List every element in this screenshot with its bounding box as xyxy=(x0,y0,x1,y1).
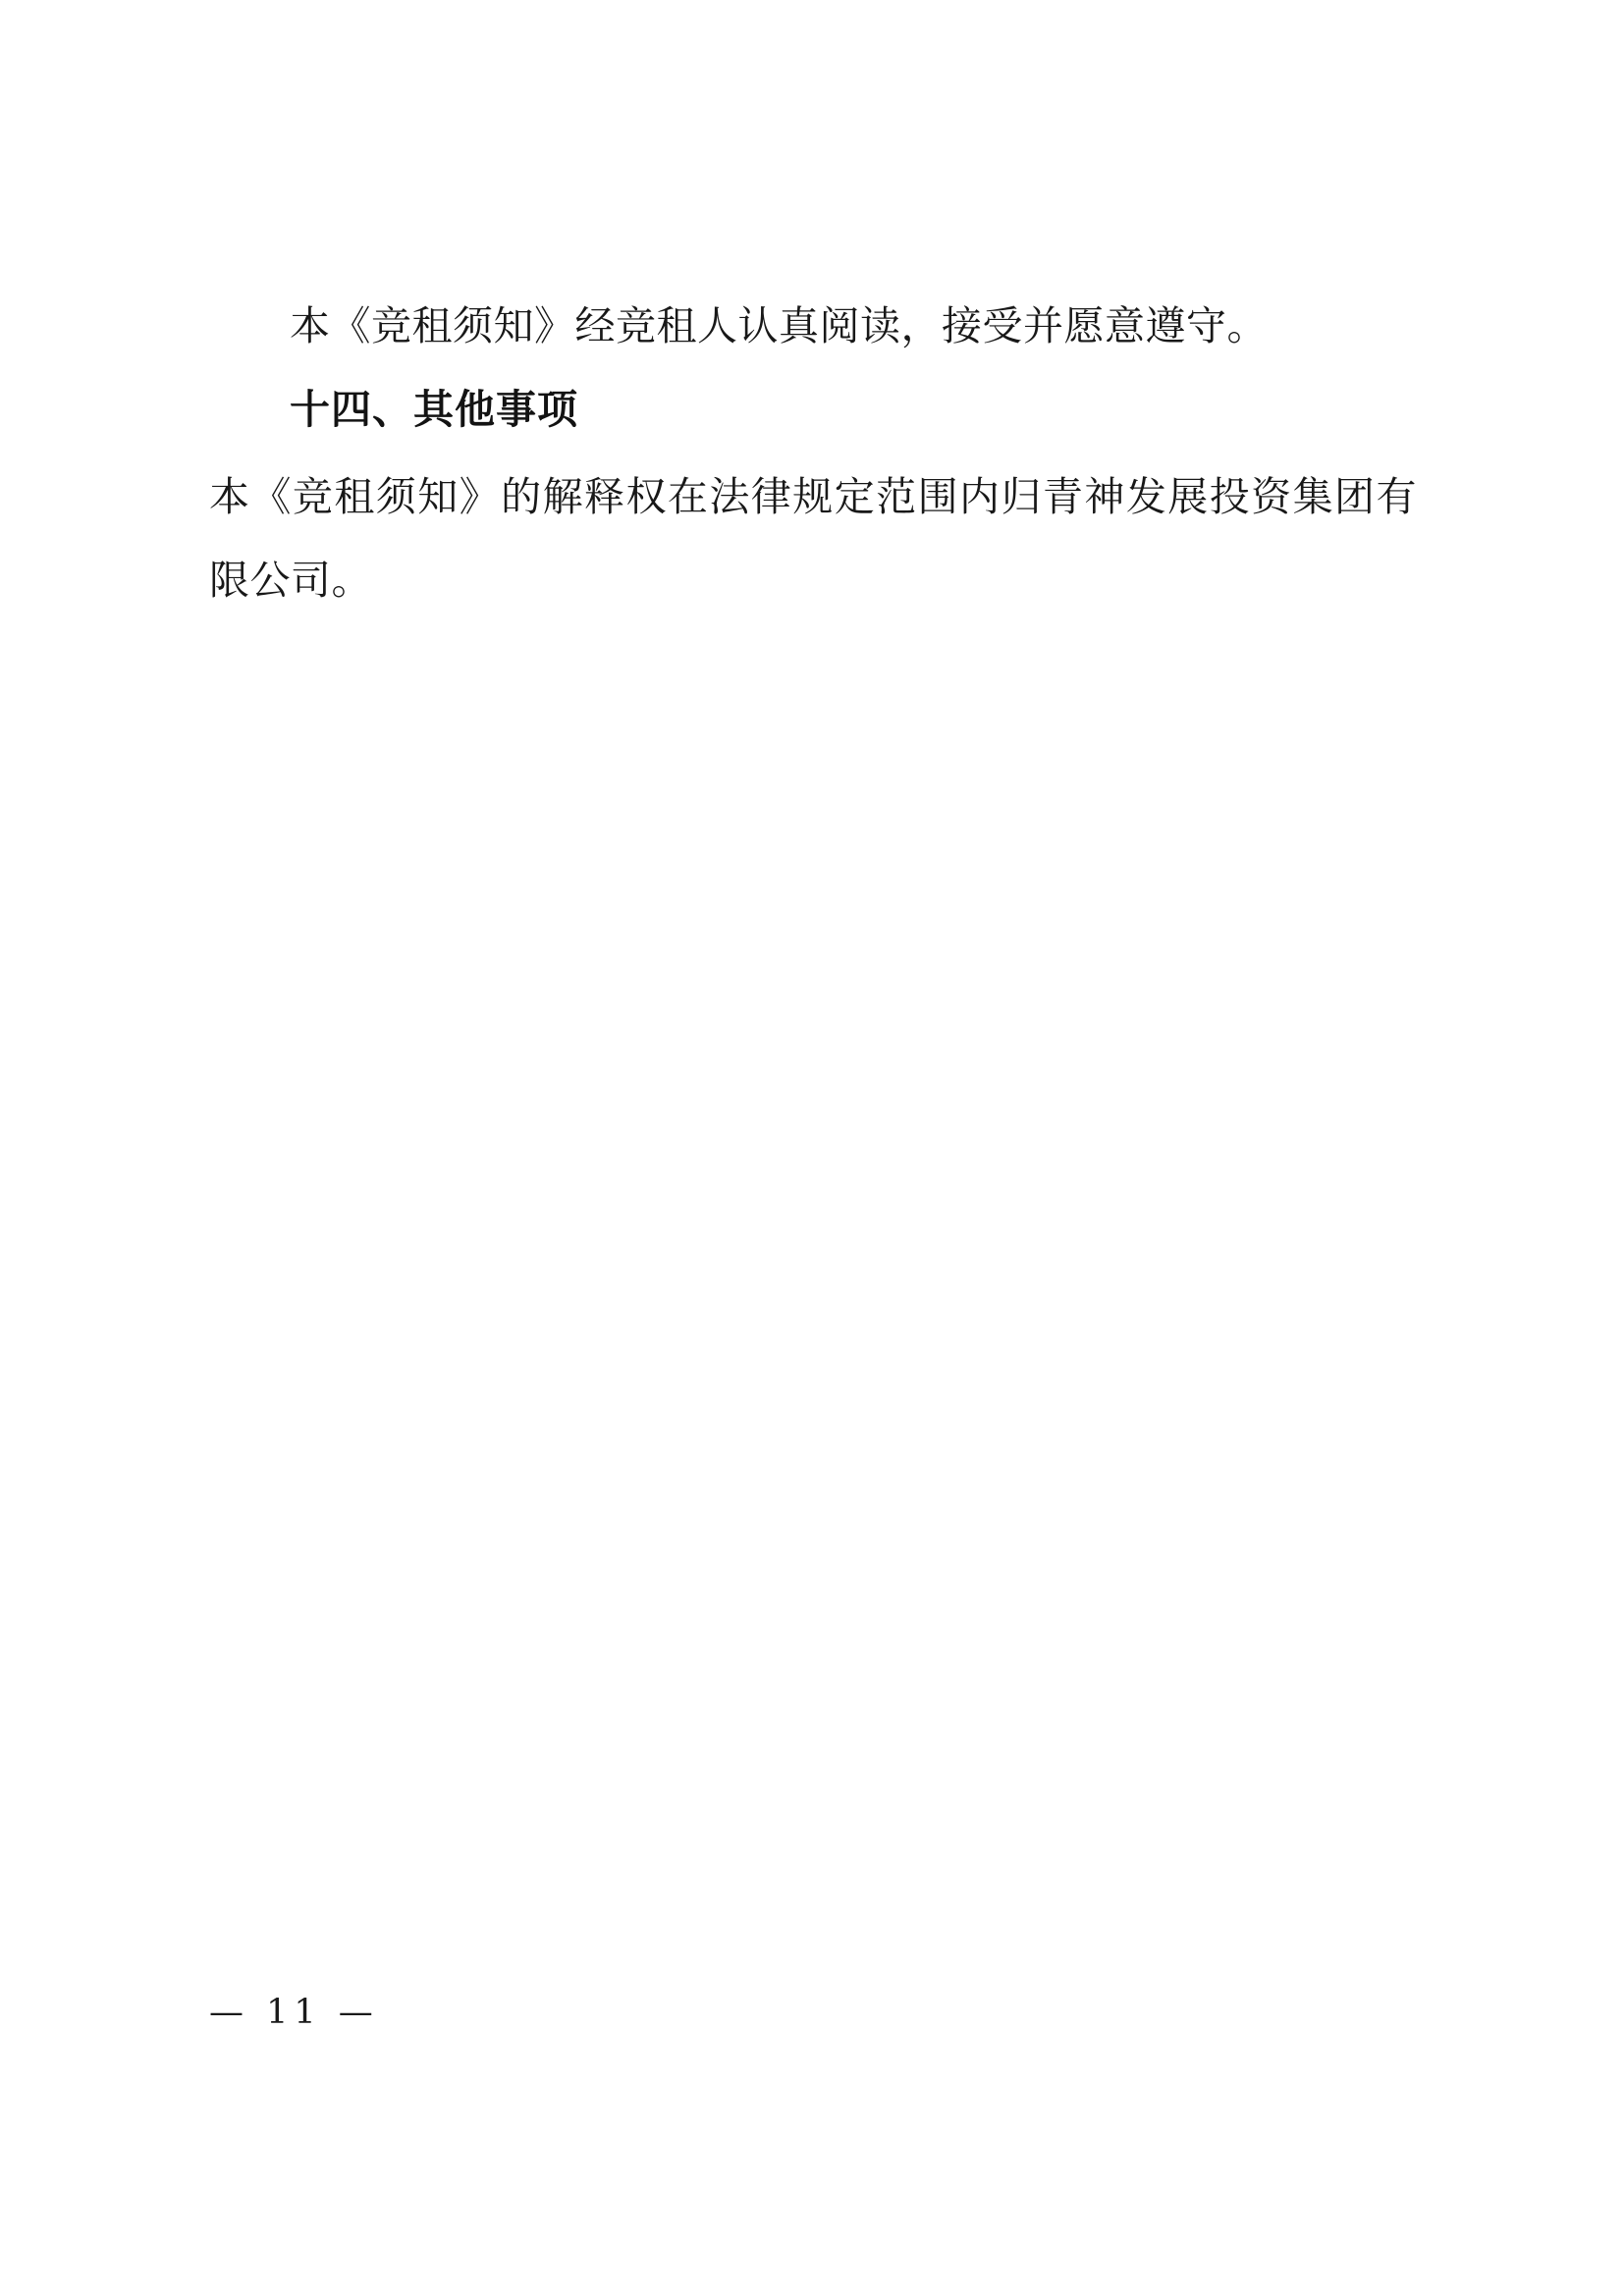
closing-statement-paragraph: 本《竞租须知》经竞租人认真阅读，接受并愿意遵守。 xyxy=(290,302,1268,349)
section-body-other-matters: 本《竞租须知》的解释权在法律规定范围内归青神发展投资集团有限公司。 xyxy=(209,473,1417,604)
page-footer xyxy=(209,1993,1417,2032)
page-number: — 11 — xyxy=(209,1993,379,2032)
page-content xyxy=(209,285,1417,622)
section-heading-other-matters: 十四、其他事项 xyxy=(290,386,578,433)
